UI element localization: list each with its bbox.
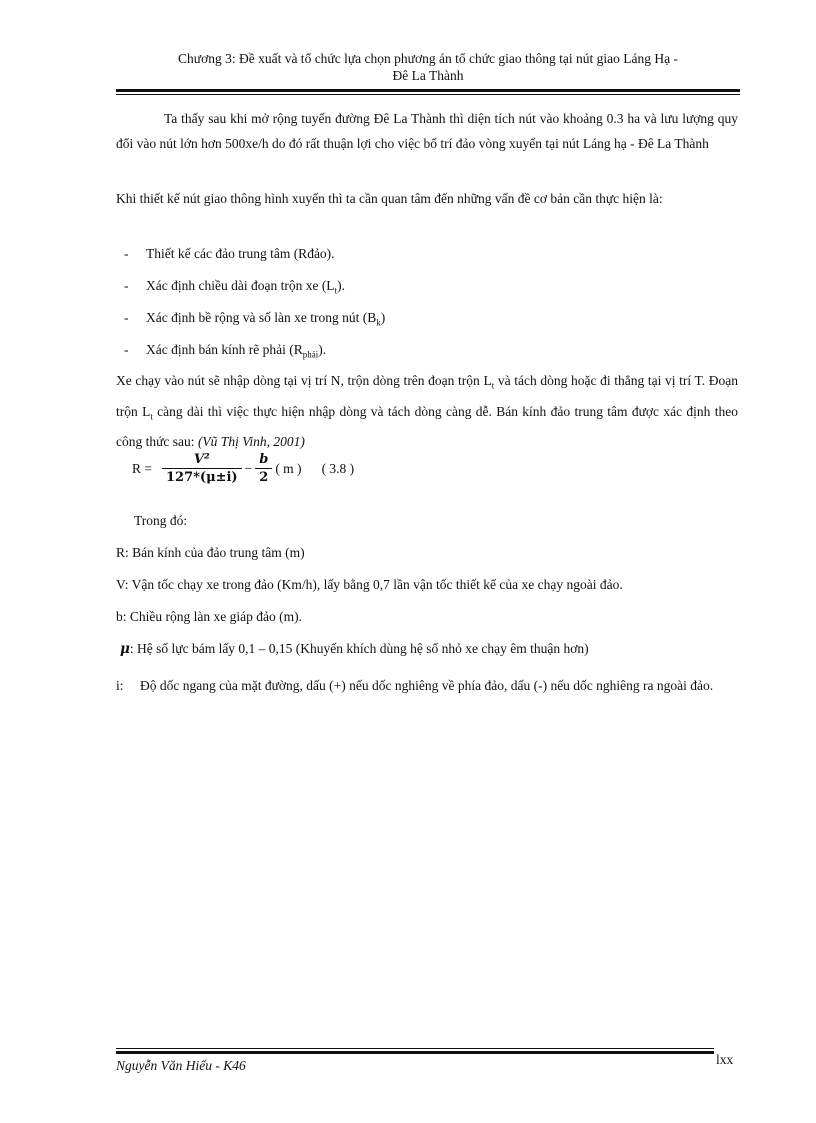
definition-text: Độ dốc ngang của mặt đường, dấu (+) nếu dốc nghiêng về phía đảo, dấu (-) nếu dốc nghiêng ra ngoài đảo.	[140, 678, 714, 693]
bullet-text: Xác định bề rộng và số làn xe trong nút (B	[146, 310, 377, 325]
subscript: t	[491, 380, 495, 391]
bullet-dash: -	[124, 342, 129, 357]
formula-minus: −	[244, 460, 253, 476]
subscript: t	[150, 411, 153, 422]
subscript: t	[334, 285, 338, 296]
paragraph-merge-zone	[116, 368, 738, 454]
page-number: lxx	[716, 1052, 734, 1067]
bullet-text: ).	[337, 278, 345, 293]
definition-V: V: Vận tốc chạy xe trong đảo (Km/h), lấy bằng 0,7 lần vận tốc thiết kế của xe chạy ngoài đảo.	[116, 577, 623, 592]
bullet-dash: -	[124, 246, 129, 261]
footer-author: Nguyễn Văn Hiếu - K46	[116, 1058, 246, 1073]
bullet-text: ).	[318, 342, 327, 357]
definition-b: b: Chiều rộng làn xe giáp đảo (m).	[116, 609, 302, 624]
bullet-text: Xác định chiều dài đoạn trộn xe (L	[146, 278, 335, 293]
formula-unit: ( m )	[275, 460, 302, 476]
bullet-item	[124, 244, 335, 264]
subscript: k	[376, 317, 381, 328]
denominator-text: 127*(μ±i)	[166, 470, 238, 485]
text-run: càng dài thì việc thực hiện nhập dòng và tách dòng càng dễ. Bán kính đảo trung tâm được xác định theo công thức sau:	[116, 403, 738, 450]
page-header	[118, 50, 738, 84]
definition-i	[116, 674, 738, 698]
paragraph-intro: Ta thấy sau khi mở rộng tuyến đường Đê La Thành thì diện tích nút vào khoảng 0.3 ha và lưu lượng quy đổi vào nút lớn hơn 500xe/h do đó rất thuận lợi cho việc bố trí đảo vòng xuyến tại nút Láng hạ - Đê La Thành	[116, 111, 738, 151]
bullet-item	[124, 276, 345, 301]
formula-lhs: R =	[132, 460, 152, 476]
header-rule-thick	[116, 89, 740, 92]
footer-rule-thick	[116, 1051, 714, 1054]
fraction-numerator: V²	[193, 452, 210, 467]
text-run: và tách dòng hoặc đi thẳng tại vị trí T. Đoạn trộn L	[116, 373, 739, 419]
bullet-dash: -	[124, 278, 129, 293]
subscript: phải	[302, 349, 319, 360]
header-line-1: Chương 3: Đề xuất và tổ chức lựa chọn phương án tổ chức giao thông tại nút giao Láng Hạ -	[178, 51, 678, 66]
footer-rule-thin	[116, 1048, 714, 1049]
definition-label: i:	[116, 678, 124, 693]
bullet-item	[124, 340, 326, 365]
where-label: Trong đó:	[134, 513, 188, 528]
formula-3-8	[132, 452, 354, 485]
paragraph-requirements: Khi thiết kế nút giao thông hình xuyến thì ta cần quan tâm đến những vấn đề cơ bản cần thực hiện là:	[116, 191, 663, 206]
header-rule-thin	[116, 94, 740, 95]
citation: (Vũ Thị Vinh, 2001)	[197, 434, 305, 450]
fraction-main	[162, 452, 242, 485]
definition-text: : Hệ số lực bám lấy 0,1 – 0,15 (Khuyến khích dùng hệ số nhỏ xe chạy êm thuận hơn)	[129, 641, 589, 656]
fraction-denominator	[162, 470, 242, 485]
definition-R: R: Bán kính của đảo trung tâm (m)	[116, 545, 305, 560]
definition-mu	[120, 641, 589, 657]
bullet-dash: -	[124, 310, 129, 325]
fraction-denominator: 2	[259, 470, 269, 485]
fraction-bar	[255, 468, 272, 469]
mu-symbol: μ	[120, 641, 130, 657]
fraction-half	[255, 452, 272, 485]
fraction-bar	[162, 468, 242, 469]
header-line-2: Đê La Thành	[392, 68, 464, 83]
fraction-numerator: b	[259, 452, 269, 467]
bullet-text: )	[380, 310, 386, 325]
text-run: Xe chạy vào nút sẽ nhập dòng tại vị trí N, trộn dòng trên đoạn trộn L	[116, 373, 492, 388]
equation-number: ( 3.8 )	[321, 460, 355, 476]
bullet-item	[124, 308, 385, 333]
bullet-text: Thiết kế các đảo trung tâm (Rđảo).	[146, 246, 335, 261]
bullet-text: Xác định bán kính rẽ phải (R	[146, 342, 303, 357]
